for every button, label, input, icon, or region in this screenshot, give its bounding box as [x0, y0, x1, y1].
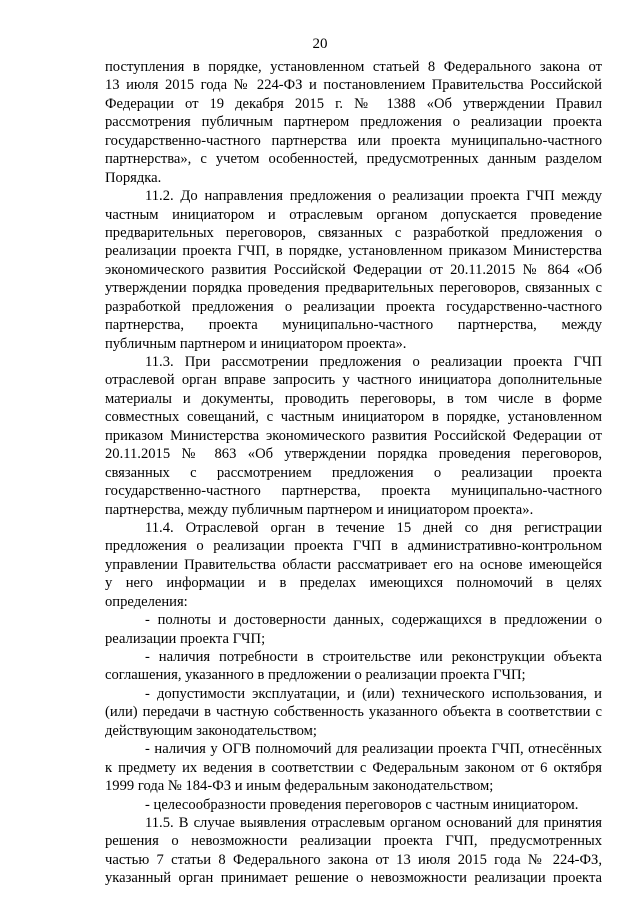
text-line: - допустимости эксплуатации, и (или) технического использования, и [145, 685, 602, 702]
text-line: государственно-частного партнерства или проекта муниципально-частного [105, 132, 602, 149]
text-line: частью 7 статьи 8 Федерального закона от 13 июля 2015 года № 224-ФЗ, [105, 851, 602, 868]
text-line: Порядка. [105, 169, 162, 186]
text-line: (или) передачи в частную собственность указанного объекта в соответствии с [105, 704, 602, 721]
text-line: материалы и документы, проводить переговоры, в том числе в форме [105, 390, 602, 407]
text-line: реализации проекта ГЧП, в порядке, установленном приказом Министерства [105, 243, 602, 260]
text-line: отраслевой орган вправе запросить у частного инициатора дополнительные [105, 372, 602, 389]
text-line: экономического развития Российской Федерации от 20.11.2015 № 864 «Об [105, 261, 602, 278]
text-line: действующим законодательством; [105, 722, 317, 739]
text-line: партнерства, между публичным партнером и инициатором проекта». [105, 501, 534, 518]
text-line: государственно-частного партнерства, проекта муниципально-частного [105, 483, 602, 500]
text-line: управлении Правительства области рассматривает его на основе имеющейся [105, 556, 602, 573]
text-line: утверждении порядка проведения предварительных переговоров, связанных с [105, 280, 602, 297]
text-line: - целесообразности проведения переговоров с частным инициатором. [145, 796, 579, 813]
text-line: разработкой предложения о реализации проекта государственно-частного [105, 298, 602, 315]
text-line: приказом Министерства экономического развития Российской Федерации от [105, 427, 602, 444]
text-line: совместных совещаний, с частным инициатором в порядке, установленном [105, 409, 602, 426]
text-line: 13 июля 2015 года № 224-ФЗ и постановлением Правительства Российской [105, 77, 602, 94]
text-line: Федерации от 19 декабря 2015 г. № 1388 «Об утверждении Правил [105, 95, 602, 112]
text-line: предложения о реализации проекта ГЧП в административно-контрольном [105, 538, 602, 555]
document-body [105, 58, 602, 888]
text-line: 11.2. До направления предложения о реализации проекта ГЧП между [145, 188, 602, 205]
text-line: связанных с рассмотрением предложения о реализации проекта [105, 464, 602, 481]
text-line: частным инициатором и отраслевым органом допускается проведение [105, 206, 602, 223]
text-line: поступления в порядке, установленном статьей 8 Федерального закона от [105, 59, 602, 75]
text-line: - полноты и достоверности данных, содержащихся в предложении о [145, 612, 602, 629]
text-line: 11.5. В случае выявления отраслевым органом оснований для принятия [145, 814, 602, 831]
text-line: партнерства», с учетом особенностей, предусмотренных данным разделом [105, 151, 602, 168]
text-line: - наличия потребности в строительстве или реконструкции объекта [145, 649, 602, 665]
text-line: 1999 года № 184-ФЗ и иным федеральным законодательством; [105, 778, 494, 795]
text-line: соглашения, указанного в предложении о реализации проекта ГЧП; [105, 667, 526, 684]
text-line: публичным партнером и инициатором проекта». [105, 335, 407, 352]
text-line: к предмету их ведения в соответствии с Федеральным законом от 6 октября [105, 759, 602, 776]
text-line: 20.11.2015 № 863 «Об утверждении порядка проведения переговоров, [105, 446, 602, 463]
text-line: реализации проекта ГЧП; [105, 630, 266, 647]
text-line: 11.3. При рассмотрении предложения о реализации проекта ГЧП [145, 354, 602, 370]
text-line: предварительных переговоров, связанных с разработкой предложения о [105, 224, 602, 241]
text-line: - наличия у ОГВ полномочий для реализации проекта ГЧП, отнесённых [145, 741, 602, 758]
text-line: у него информации и в пределах имеющихся полномочий в целях [105, 575, 602, 592]
text-line: партнерства, проекта муниципально-частного партнерства, между [105, 317, 602, 334]
text-line: рассмотрения публичным партнером предложения о реализации проекта [105, 114, 602, 131]
text-line: решения о невозможности реализации проекта ГЧП, предусмотренных [105, 833, 602, 850]
page-number: 20 [312, 36, 328, 52]
text-line: 11.4. Отраслевой орган в течение 15 дней со дня регистрации [145, 519, 602, 536]
text-line: указанный орган принимает решение о невозможности реализации проекта [105, 870, 602, 887]
text-line: определения: [105, 593, 188, 610]
